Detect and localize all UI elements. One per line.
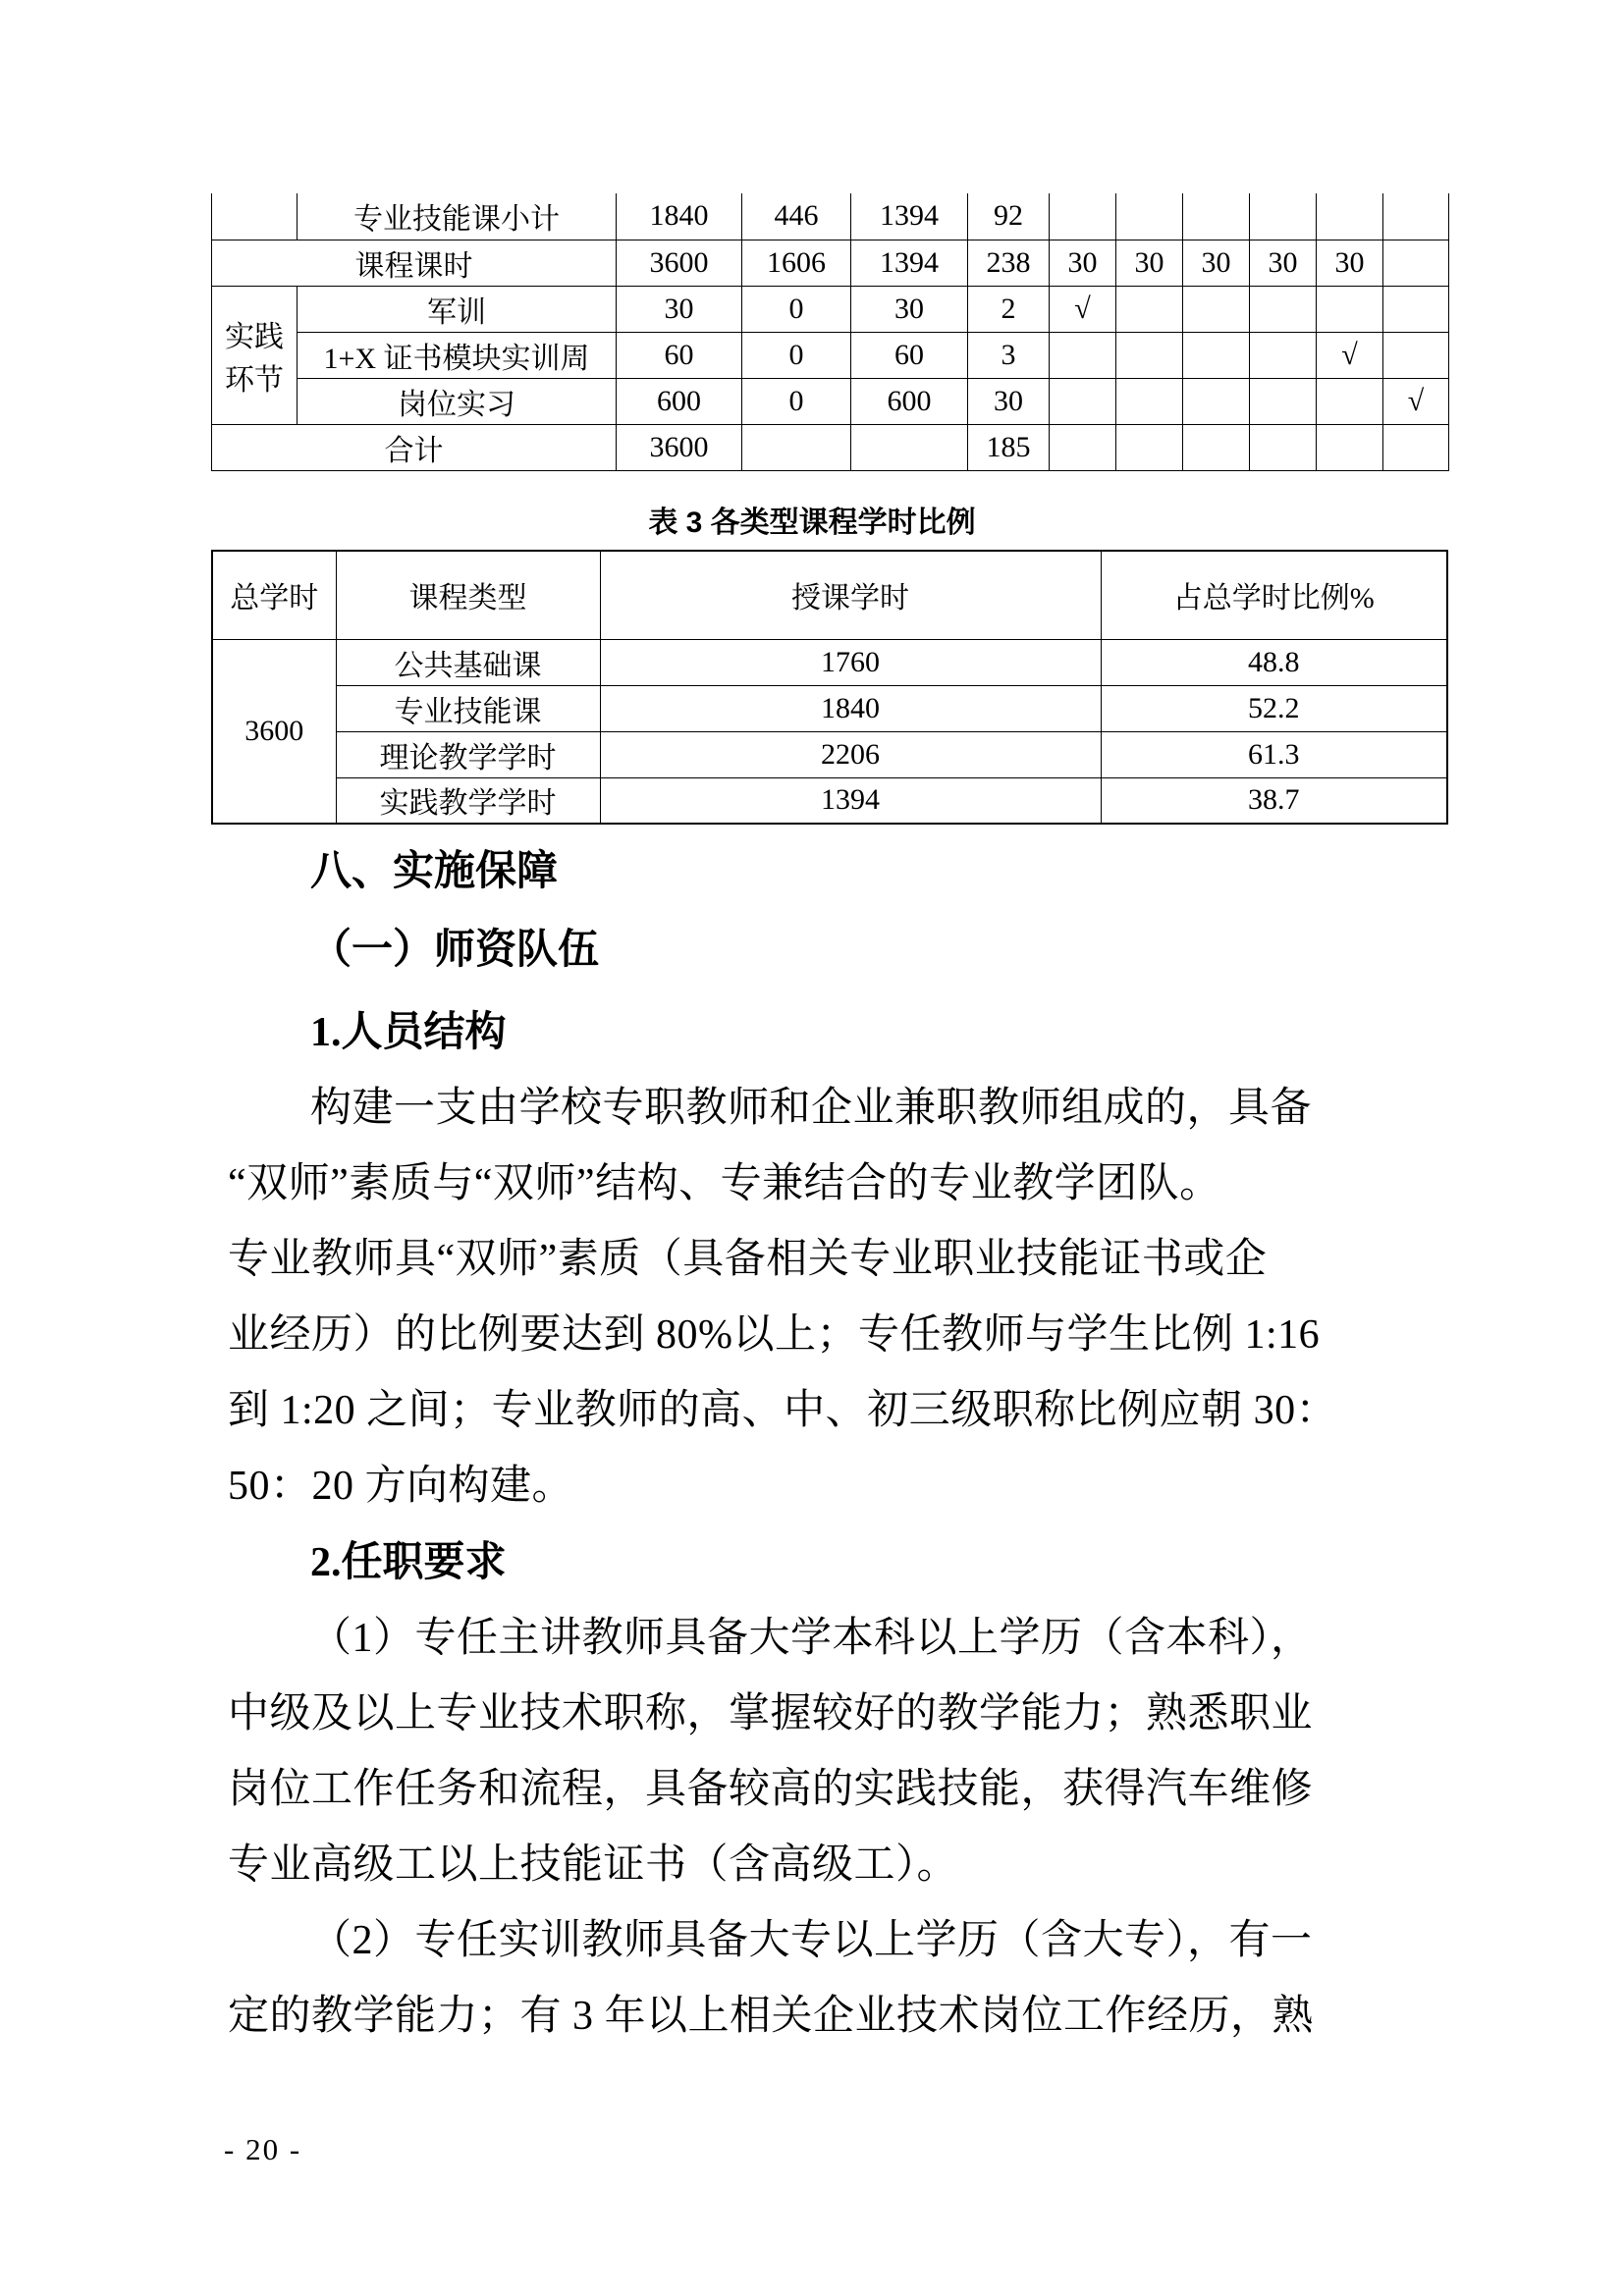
paragraph-line: （2）专任实训教师具备大专以上学历（含大专），有一: [310, 1918, 1313, 1963]
subsub-heading: 2.任职要求: [310, 1540, 507, 1585]
table-cell: [1183, 193, 1250, 240]
table-cell: 30: [968, 378, 1050, 424]
table-cell: 60: [851, 332, 968, 378]
table-row: [212, 332, 1449, 378]
table-cell: 30: [851, 286, 968, 332]
table-cell: 2: [968, 286, 1050, 332]
table-cell: 30: [1050, 240, 1116, 286]
table-cell: [1383, 332, 1449, 378]
checkmark-cell: √: [1050, 286, 1116, 332]
table-cell: 1606: [742, 240, 851, 286]
hours-cell: 1394: [600, 777, 1101, 824]
table-row: [212, 424, 1449, 470]
table-row: [212, 639, 1447, 685]
table-cell: 30: [1116, 240, 1183, 286]
hours-cell: 2206: [600, 731, 1101, 777]
table3-caption: 表 3 各类型课程学时比例: [648, 507, 976, 539]
table-cell: 0: [742, 286, 851, 332]
table-cell: 600: [851, 378, 968, 424]
body-text: [228, 832, 1391, 2055]
total-hours-cell: 3600: [212, 639, 336, 824]
table-cell: [1317, 378, 1383, 424]
table-cell: [742, 424, 851, 470]
percent-cell: 52.2: [1101, 685, 1447, 731]
percent-cell: 38.7: [1101, 777, 1447, 824]
table-cell: [1383, 240, 1449, 286]
checkmark-cell: √: [1317, 332, 1383, 378]
checkmark-cell: √: [1383, 378, 1449, 424]
table-cell: [1050, 193, 1116, 240]
table-row: [212, 193, 1449, 240]
table-cell: [1317, 193, 1383, 240]
table-cell: [1183, 286, 1250, 332]
table-cell: [1183, 378, 1250, 424]
table-cell: [1050, 378, 1116, 424]
table-cell: [1183, 424, 1250, 470]
table-cell: 446: [742, 193, 851, 240]
table-cell: [1250, 332, 1317, 378]
paragraph-line: 专业教师具“双师”素质（具备相关专业职业技能证书或企: [228, 1237, 1268, 1282]
column-header: 授课学时: [600, 551, 1101, 639]
table-cell: [1317, 286, 1383, 332]
row-label: 专业技能课小计: [298, 193, 617, 240]
table-row: [212, 286, 1449, 332]
table-cell: 30: [1250, 240, 1317, 286]
section-heading: 八、实施保障: [310, 849, 559, 894]
hours-cell: 1760: [600, 639, 1101, 685]
table-cell: 60: [617, 332, 742, 378]
table-cell: 3600: [617, 424, 742, 470]
table-cell: [1250, 378, 1317, 424]
percent-cell: 61.3: [1101, 731, 1447, 777]
table-cell: [1116, 332, 1183, 378]
table-cell: [1383, 193, 1449, 240]
table-row: [212, 378, 1449, 424]
table-cell: [1116, 424, 1183, 470]
curriculum-hours-table: [211, 193, 1449, 471]
row-label: 合计: [212, 424, 617, 470]
table-cell: [1116, 378, 1183, 424]
table-cell: 3: [968, 332, 1050, 378]
column-header: 总学时: [212, 551, 336, 639]
table-cell: 30: [617, 286, 742, 332]
table-cell: 30: [1183, 240, 1250, 286]
table-cell: 1840: [617, 193, 742, 240]
paragraph-line: 构建一支由学校专职教师和企业兼职教师组成的，具备: [310, 1086, 1313, 1131]
table-row: [212, 240, 1449, 286]
page-number: - 20 -: [224, 2132, 302, 2166]
table-cell: [1183, 332, 1250, 378]
table-header-row: [212, 551, 1447, 639]
row-label: 课程课时: [212, 240, 617, 286]
table-cell: [851, 424, 968, 470]
paragraph-line: 中级及以上专业技术职称，掌握较好的教学能力；熟悉职业: [228, 1691, 1314, 1736]
table-cell: 30: [1317, 240, 1383, 286]
paragraph-line: 到 1:20 之间；专业教师的高、中、初三级职称比例应朝 30：: [228, 1388, 1338, 1433]
table-cell: 600: [617, 378, 742, 424]
table-row: [212, 731, 1447, 777]
table-cell: 92: [968, 193, 1050, 240]
table-cell: 185: [968, 424, 1050, 470]
paragraph-line: 专业高级工以上技能证书（含高级工）。: [228, 1842, 959, 1888]
column-header: 占总学时比例%: [1101, 551, 1447, 639]
table-cell: 238: [968, 240, 1050, 286]
table-cell: [1250, 424, 1317, 470]
subsub-heading: 1.人员结构: [310, 1010, 507, 1055]
paragraph-line: 业经历）的比例要达到 80%以上；专任教师与学生比例 1:16: [228, 1312, 1321, 1358]
percent-cell: 48.8: [1101, 639, 1447, 685]
course-type-cell: 实践教学学时: [336, 777, 600, 824]
table-cell: [1050, 424, 1116, 470]
course-type-cell: 公共基础课: [336, 639, 600, 685]
row-label: 1+X 证书模块实训周: [298, 332, 617, 378]
hours-cell: 1840: [600, 685, 1101, 731]
course-type-cell: 理论教学学时: [336, 731, 600, 777]
table-cell: 3600: [617, 240, 742, 286]
table-cell: 0: [742, 332, 851, 378]
table-cell: [1250, 286, 1317, 332]
table-cell: 0: [742, 378, 851, 424]
paragraph-line: 定的教学能力；有 3 年以上相关企业技术岗位工作经历，熟: [228, 1994, 1315, 2039]
table-cell: [1250, 193, 1317, 240]
table-cell: [1116, 286, 1183, 332]
course-type-cell: 专业技能课: [336, 685, 600, 731]
table-cell: 1394: [851, 240, 968, 286]
table-cell: [1383, 424, 1449, 470]
paragraph-line: 岗位工作任务和流程，具备较高的实践技能，获得汽车维修: [228, 1767, 1314, 1812]
empty-cell: [212, 193, 298, 240]
column-header: 课程类型: [336, 551, 600, 639]
table-cell: 1394: [851, 193, 968, 240]
hours-ratio-table: [211, 550, 1448, 825]
table-row: [212, 685, 1447, 731]
row-label: 军训: [298, 286, 617, 332]
paragraph-line: “双师”素质与“双师”结构、专兼结合的专业教学团队。: [228, 1161, 1221, 1206]
table-cell: [1383, 286, 1449, 332]
table-cell: [1317, 424, 1383, 470]
practice-group-label: 实践环节: [212, 286, 298, 424]
table-cell: [1050, 332, 1116, 378]
subsection-heading: （一）师资队伍: [310, 928, 600, 973]
row-label: 岗位实习: [298, 378, 617, 424]
paragraph-line: 50：20 方向构建。: [228, 1464, 574, 1509]
table-row: [212, 777, 1447, 824]
paragraph-line: （1）专任主讲教师具备大学本科以上学历（含本科），: [310, 1616, 1313, 1661]
table-cell: [1116, 193, 1183, 240]
